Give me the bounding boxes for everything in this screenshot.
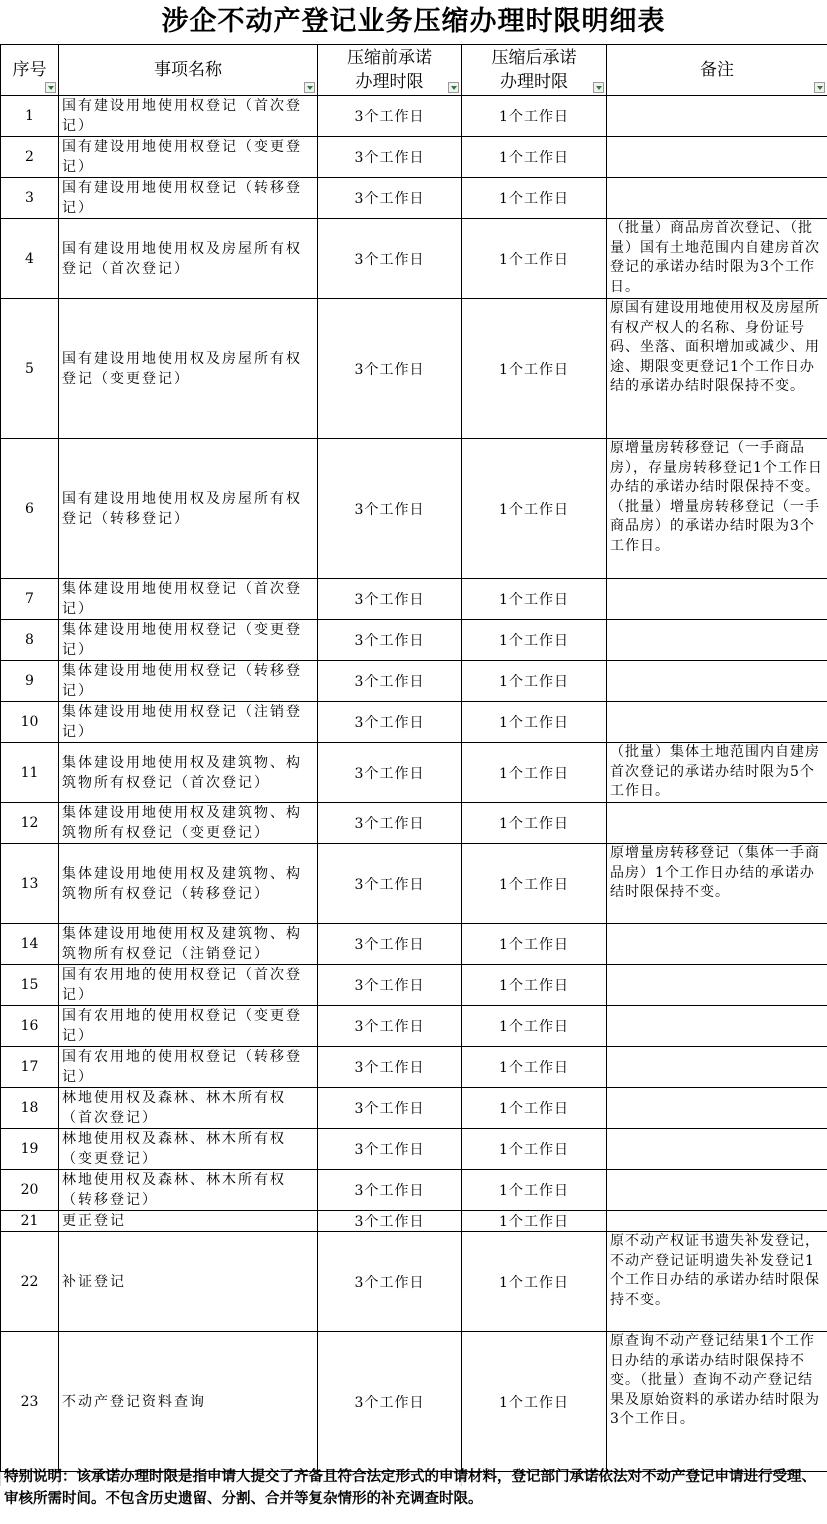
row-after-limit: 1个工作日 xyxy=(462,844,607,924)
row-before-limit: 3个工作日 xyxy=(318,965,462,1006)
row-item-name: 集体建设用地使用权登记（转移登记） xyxy=(59,661,318,702)
row-remark: 原增量房转移登记（一手商品房），存量房转移登记1个工作日办结的承诺办结时限保持不变。（批量）增量房转移登记（一手商品房）的承诺办结时限为3个工作日。 xyxy=(607,439,827,579)
header-before-line1: 压缩前承诺 xyxy=(347,48,432,68)
row-item-name: 国有建设用地使用权登记（转移登记） xyxy=(59,178,318,219)
row-item-name: 集体建设用地使用权登记（注销登记） xyxy=(59,702,318,743)
row-after-limit: 1个工作日 xyxy=(462,178,607,219)
row-index: 14 xyxy=(1,924,59,965)
row-after-limit: 1个工作日 xyxy=(462,965,607,1006)
row-before-limit: 3个工作日 xyxy=(318,299,462,439)
row-remark xyxy=(607,1006,827,1047)
row-before-limit: 3个工作日 xyxy=(318,1170,462,1211)
row-item-name: 国有建设用地使用权登记（变更登记） xyxy=(59,137,318,178)
row-remark xyxy=(607,178,827,219)
table-row xyxy=(1,661,827,702)
row-index: 17 xyxy=(1,1047,59,1088)
row-item-name: 集体建设用地使用权登记（首次登记） xyxy=(59,579,318,620)
row-after-limit: 1个工作日 xyxy=(462,1211,607,1232)
row-before-limit: 3个工作日 xyxy=(318,439,462,579)
row-before-limit: 3个工作日 xyxy=(318,96,462,137)
row-remark xyxy=(607,1047,827,1088)
table-row xyxy=(1,1170,827,1211)
row-after-limit: 1个工作日 xyxy=(462,661,607,702)
table-row xyxy=(1,299,827,439)
table-row xyxy=(1,178,827,219)
row-remark: 原查询不动产登记结果1个工作日办结的承诺办结时限保持不变。（批量）查询不动产登记结果及原始资料的承诺办结时限为3个工作日。 xyxy=(607,1332,827,1472)
row-index: 22 xyxy=(1,1232,59,1332)
row-after-limit: 1个工作日 xyxy=(462,439,607,579)
time-limit-table xyxy=(0,44,827,1486)
row-remark xyxy=(607,1170,827,1211)
row-index: 8 xyxy=(1,620,59,661)
row-remark xyxy=(607,137,827,178)
row-after-limit: 1个工作日 xyxy=(462,1129,607,1170)
row-before-limit: 3个工作日 xyxy=(318,1129,462,1170)
row-remark: 原国有建设用地使用权及房屋所有权产权人的名称、身份证号码、坐落、面积增加或减少、用途、期限变更登记1个工作日办结的承诺办结时限保持不变。 xyxy=(607,299,827,439)
header-row xyxy=(1,45,827,96)
row-item-name: 集体建设用地使用权及建筑物、构筑物所有权登记（变更登记） xyxy=(59,803,318,844)
filter-dropdown-icon[interactable] xyxy=(448,82,459,93)
table-row xyxy=(1,743,827,803)
filter-dropdown-icon[interactable] xyxy=(304,82,315,93)
table-row xyxy=(1,1047,827,1088)
row-remark xyxy=(607,1211,827,1232)
row-item-name: 集体建设用地使用权及建筑物、构筑物所有权登记（注销登记） xyxy=(59,924,318,965)
row-after-limit: 1个工作日 xyxy=(462,219,607,299)
row-after-limit: 1个工作日 xyxy=(462,137,607,178)
row-before-limit: 3个工作日 xyxy=(318,1232,462,1332)
row-after-limit: 1个工作日 xyxy=(462,1006,607,1047)
special-note: 特别说明：该承诺办理时限是指申请人提交了齐备且符合法定形式的申请材料，登记部门承诺依法对不动产登记申请进行受理、审核所需时间。不包含历史遗留、分割、合并等复杂情形的补充调查时限。 xyxy=(4,1469,816,1507)
table-row xyxy=(1,579,827,620)
table-row xyxy=(1,620,827,661)
row-after-limit: 1个工作日 xyxy=(462,743,607,803)
row-remark xyxy=(607,96,827,137)
row-after-limit: 1个工作日 xyxy=(462,1088,607,1129)
header-after-line1: 压缩后承诺 xyxy=(491,48,577,68)
row-before-limit: 3个工作日 xyxy=(318,803,462,844)
table-row xyxy=(1,219,827,299)
row-item-name: 国有建设用地使用权及房屋所有权登记（变更登记） xyxy=(59,299,318,439)
row-remark: 原不动产权证书遗失补发登记，不动产登记证明遗失补发登记1个工作日办结的承诺办结时限保持不变。 xyxy=(607,1232,827,1332)
row-index: 19 xyxy=(1,1129,59,1170)
table-row xyxy=(1,702,827,743)
row-item-name: 更正登记 xyxy=(59,1211,318,1232)
row-remark xyxy=(607,620,827,661)
header-remark-label: 备注 xyxy=(700,60,734,80)
row-index: 1 xyxy=(1,96,59,137)
row-after-limit: 1个工作日 xyxy=(462,96,607,137)
row-item-name: 国有农用地的使用权登记（变更登记） xyxy=(59,1006,318,1047)
row-item-name: 国有建设用地使用权及房屋所有权登记（转移登记） xyxy=(59,439,318,579)
row-before-limit: 3个工作日 xyxy=(318,844,462,924)
row-before-limit: 3个工作日 xyxy=(318,702,462,743)
row-before-limit: 3个工作日 xyxy=(318,1211,462,1232)
row-after-limit: 1个工作日 xyxy=(462,1170,607,1211)
row-before-limit: 3个工作日 xyxy=(318,579,462,620)
row-remark: 原增量房转移登记（集体一手商品房）1个工作日办结的承诺办结时限保持不变。 xyxy=(607,844,827,924)
row-index: 5 xyxy=(1,299,59,439)
header-index-label: 序号 xyxy=(12,60,47,80)
row-item-name: 国有农用地的使用权登记（转移登记） xyxy=(59,1047,318,1088)
row-before-limit: 3个工作日 xyxy=(318,1332,462,1472)
row-after-limit: 1个工作日 xyxy=(462,1047,607,1088)
table-row xyxy=(1,1232,827,1332)
row-before-limit: 3个工作日 xyxy=(318,924,462,965)
row-index: 3 xyxy=(1,178,59,219)
row-remark xyxy=(607,1129,827,1170)
row-before-limit: 3个工作日 xyxy=(318,620,462,661)
row-index: 7 xyxy=(1,579,59,620)
row-after-limit: 1个工作日 xyxy=(462,1332,607,1472)
table-row xyxy=(1,439,827,579)
header-before-line2: 办理时限 xyxy=(355,72,424,92)
table-row xyxy=(1,1332,827,1472)
row-after-limit: 1个工作日 xyxy=(462,1232,607,1332)
row-index: 2 xyxy=(1,137,59,178)
table-row xyxy=(1,924,827,965)
table-row xyxy=(1,965,827,1006)
table-row xyxy=(1,844,827,924)
row-remark xyxy=(607,702,827,743)
row-item-name: 国有建设用地使用权及房屋所有权登记（首次登记） xyxy=(59,219,318,299)
filter-dropdown-icon[interactable] xyxy=(814,82,825,93)
row-remark xyxy=(607,803,827,844)
row-before-limit: 3个工作日 xyxy=(318,661,462,702)
table-row xyxy=(1,137,827,178)
row-index: 9 xyxy=(1,661,59,702)
header-after-line2: 办理时限 xyxy=(500,72,568,92)
table-row xyxy=(1,1088,827,1129)
table-row xyxy=(1,96,827,137)
header-item-name-label: 事项名称 xyxy=(154,60,222,80)
row-index: 18 xyxy=(1,1088,59,1129)
table-row xyxy=(1,1006,827,1047)
row-before-limit: 3个工作日 xyxy=(318,219,462,299)
row-item-name: 国有建设用地使用权登记（首次登记） xyxy=(59,96,318,137)
row-after-limit: 1个工作日 xyxy=(462,924,607,965)
row-index: 13 xyxy=(1,844,59,924)
row-item-name: 林地使用权及森林、林木所有权（转移登记） xyxy=(59,1170,318,1211)
row-index: 12 xyxy=(1,803,59,844)
row-item-name: 林地使用权及森林、林木所有权（首次登记） xyxy=(59,1088,318,1129)
row-remark: （批量）集体土地范围内自建房首次登记的承诺办结时限为5个工作日。 xyxy=(607,743,827,803)
row-after-limit: 1个工作日 xyxy=(462,299,607,439)
row-index: 16 xyxy=(1,1006,59,1047)
page-title: 涉企不动产登记业务压缩办理时限明细表 xyxy=(161,6,666,37)
row-index: 6 xyxy=(1,439,59,579)
row-remark xyxy=(607,965,827,1006)
row-before-limit: 3个工作日 xyxy=(318,178,462,219)
row-remark xyxy=(607,661,827,702)
header-before-limit xyxy=(318,45,462,96)
header-item-name xyxy=(59,45,318,96)
row-after-limit: 1个工作日 xyxy=(462,702,607,743)
row-item-name: 补证登记 xyxy=(59,1232,318,1332)
row-item-name: 林地使用权及森林、林木所有权（变更登记） xyxy=(59,1129,318,1170)
row-index: 21 xyxy=(1,1211,59,1232)
row-item-name: 集体建设用地使用权及建筑物、构筑物所有权登记（转移登记） xyxy=(59,844,318,924)
row-remark: （批量）商品房首次登记、（批量）国有土地范围内自建房首次登记的承诺办结时限为3个工作日。 xyxy=(607,219,827,299)
row-after-limit: 1个工作日 xyxy=(462,579,607,620)
row-index: 11 xyxy=(1,743,59,803)
row-index: 23 xyxy=(1,1332,59,1472)
header-index xyxy=(1,45,59,96)
row-after-limit: 1个工作日 xyxy=(462,620,607,661)
row-index: 20 xyxy=(1,1170,59,1211)
table-body xyxy=(1,96,827,1487)
row-after-limit: 1个工作日 xyxy=(462,803,607,844)
filter-dropdown-icon[interactable] xyxy=(593,82,604,93)
row-item-name: 不动产登记资料查询 xyxy=(59,1332,318,1472)
row-item-name: 集体建设用地使用权及建筑物、构筑物所有权登记（首次登记） xyxy=(59,743,318,803)
row-before-limit: 3个工作日 xyxy=(318,1088,462,1129)
table-row xyxy=(1,1129,827,1170)
row-remark xyxy=(607,924,827,965)
header-after-limit xyxy=(462,45,607,96)
table-row xyxy=(1,803,827,844)
row-item-name: 集体建设用地使用权登记（变更登记） xyxy=(59,620,318,661)
filter-dropdown-icon[interactable] xyxy=(45,82,56,93)
row-index: 4 xyxy=(1,219,59,299)
row-before-limit: 3个工作日 xyxy=(318,1047,462,1088)
header-remark xyxy=(607,45,827,96)
table-row xyxy=(1,1211,827,1232)
row-remark xyxy=(607,1088,827,1129)
row-before-limit: 3个工作日 xyxy=(318,1006,462,1047)
row-remark xyxy=(607,579,827,620)
row-before-limit: 3个工作日 xyxy=(318,137,462,178)
row-index: 10 xyxy=(1,702,59,743)
row-item-name: 国有农用地的使用权登记（首次登记） xyxy=(59,965,318,1006)
row-before-limit: 3个工作日 xyxy=(318,743,462,803)
row-index: 15 xyxy=(1,965,59,1006)
